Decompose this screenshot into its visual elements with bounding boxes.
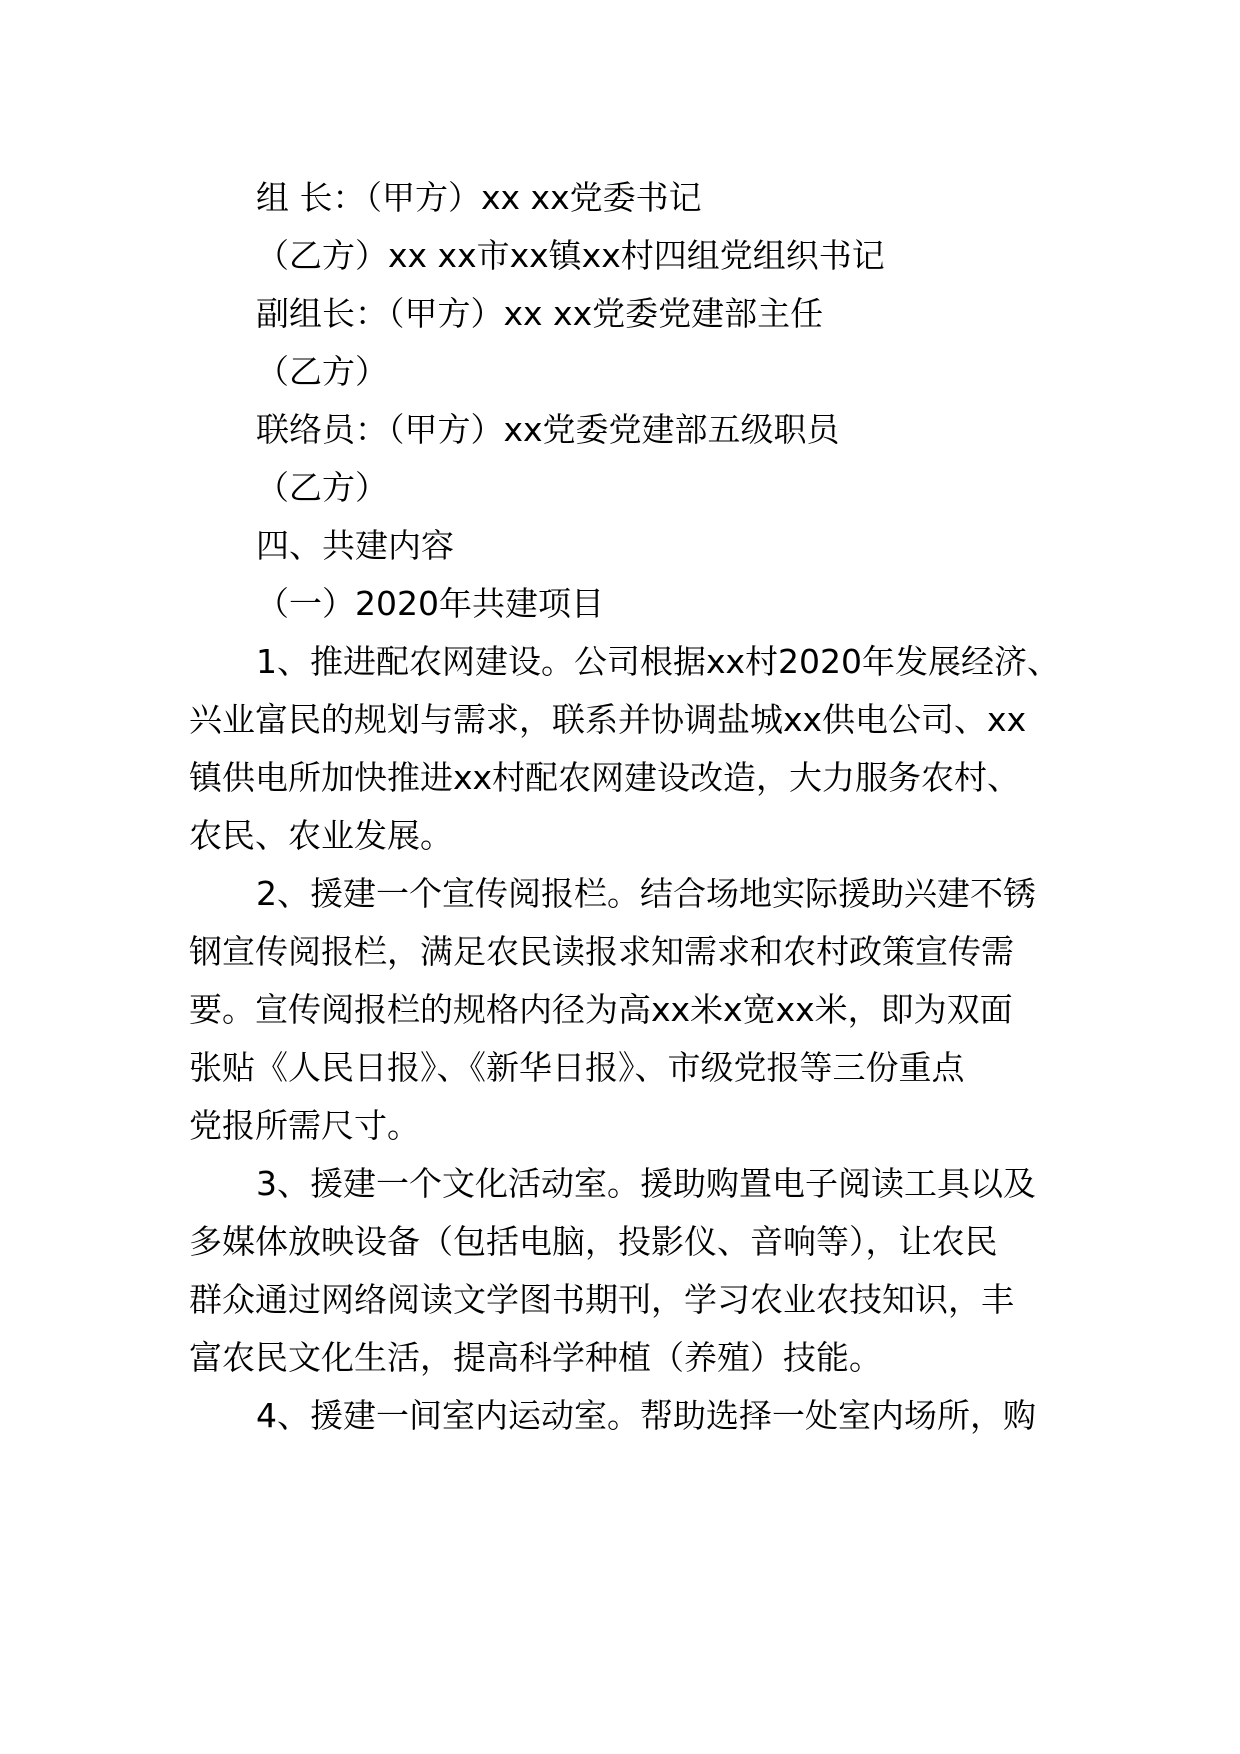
paragraph-line: 钢宣传阅报栏，满足农民读报求知需求和农村政策宣传需: [189, 932, 1014, 971]
paragraph-line: 4、援建一间室内运动室。帮助选择一处室内场所，购: [256, 1396, 1036, 1435]
liaison-line: 联络员：（甲方）xx党委党建部五级职员: [256, 410, 840, 449]
leader-line: 组 长：（甲方）xx xx党委书记: [256, 178, 702, 217]
deputy-leader-line: 副组长：（甲方）xx xx党委党建部主任: [256, 294, 824, 333]
paragraph-line: 多媒体放映设备（包括电脑，投影仪、音响等），让农民: [189, 1222, 998, 1261]
paragraph-line: 富农民文化生活，提高科学种植（养殖）技能。: [189, 1338, 882, 1377]
leader-partyb-line: （乙方）xx xx市xx镇xx村四组党组织书记: [256, 236, 885, 275]
deputy-partyb-line: （乙方）: [256, 352, 388, 391]
section-heading: 四、共建内容: [256, 526, 454, 565]
liaison-partyb-line: （乙方）: [256, 468, 388, 507]
subsection-heading: （一）2020年共建项目: [256, 584, 604, 623]
paragraph-line: 群众通过网络阅读文学图书期刊，学习农业农技知识，丰: [189, 1280, 1014, 1319]
paragraph-line: 3、援建一个文化活动室。援助购置电子阅读工具以及: [256, 1164, 1036, 1203]
paragraph-line: 张贴《人民日报》、《新华日报》、市级党报等三份重点: [189, 1048, 965, 1087]
paragraph-line: 1、推进配农网建设。公司根据xx村2020年发展经济、: [256, 642, 1061, 681]
paragraph-line: 农民、农业发展。: [189, 816, 453, 855]
paragraph-line: 2、援建一个宣传阅报栏。结合场地实际援助兴建不锈: [256, 874, 1036, 913]
paragraph-line: 镇供电所加快推进xx村配农网建设改造，大力服务农村、: [189, 758, 1021, 797]
paragraph-line: 兴业富民的规划与需求，联系并协调盐城xx供电公司、xx: [189, 700, 1027, 739]
paragraph-line: 党报所需尺寸。: [189, 1106, 420, 1145]
paragraph-line: 要。宣传阅报栏的规格内径为高xx米x宽xx米，即为双面: [189, 990, 1013, 1029]
